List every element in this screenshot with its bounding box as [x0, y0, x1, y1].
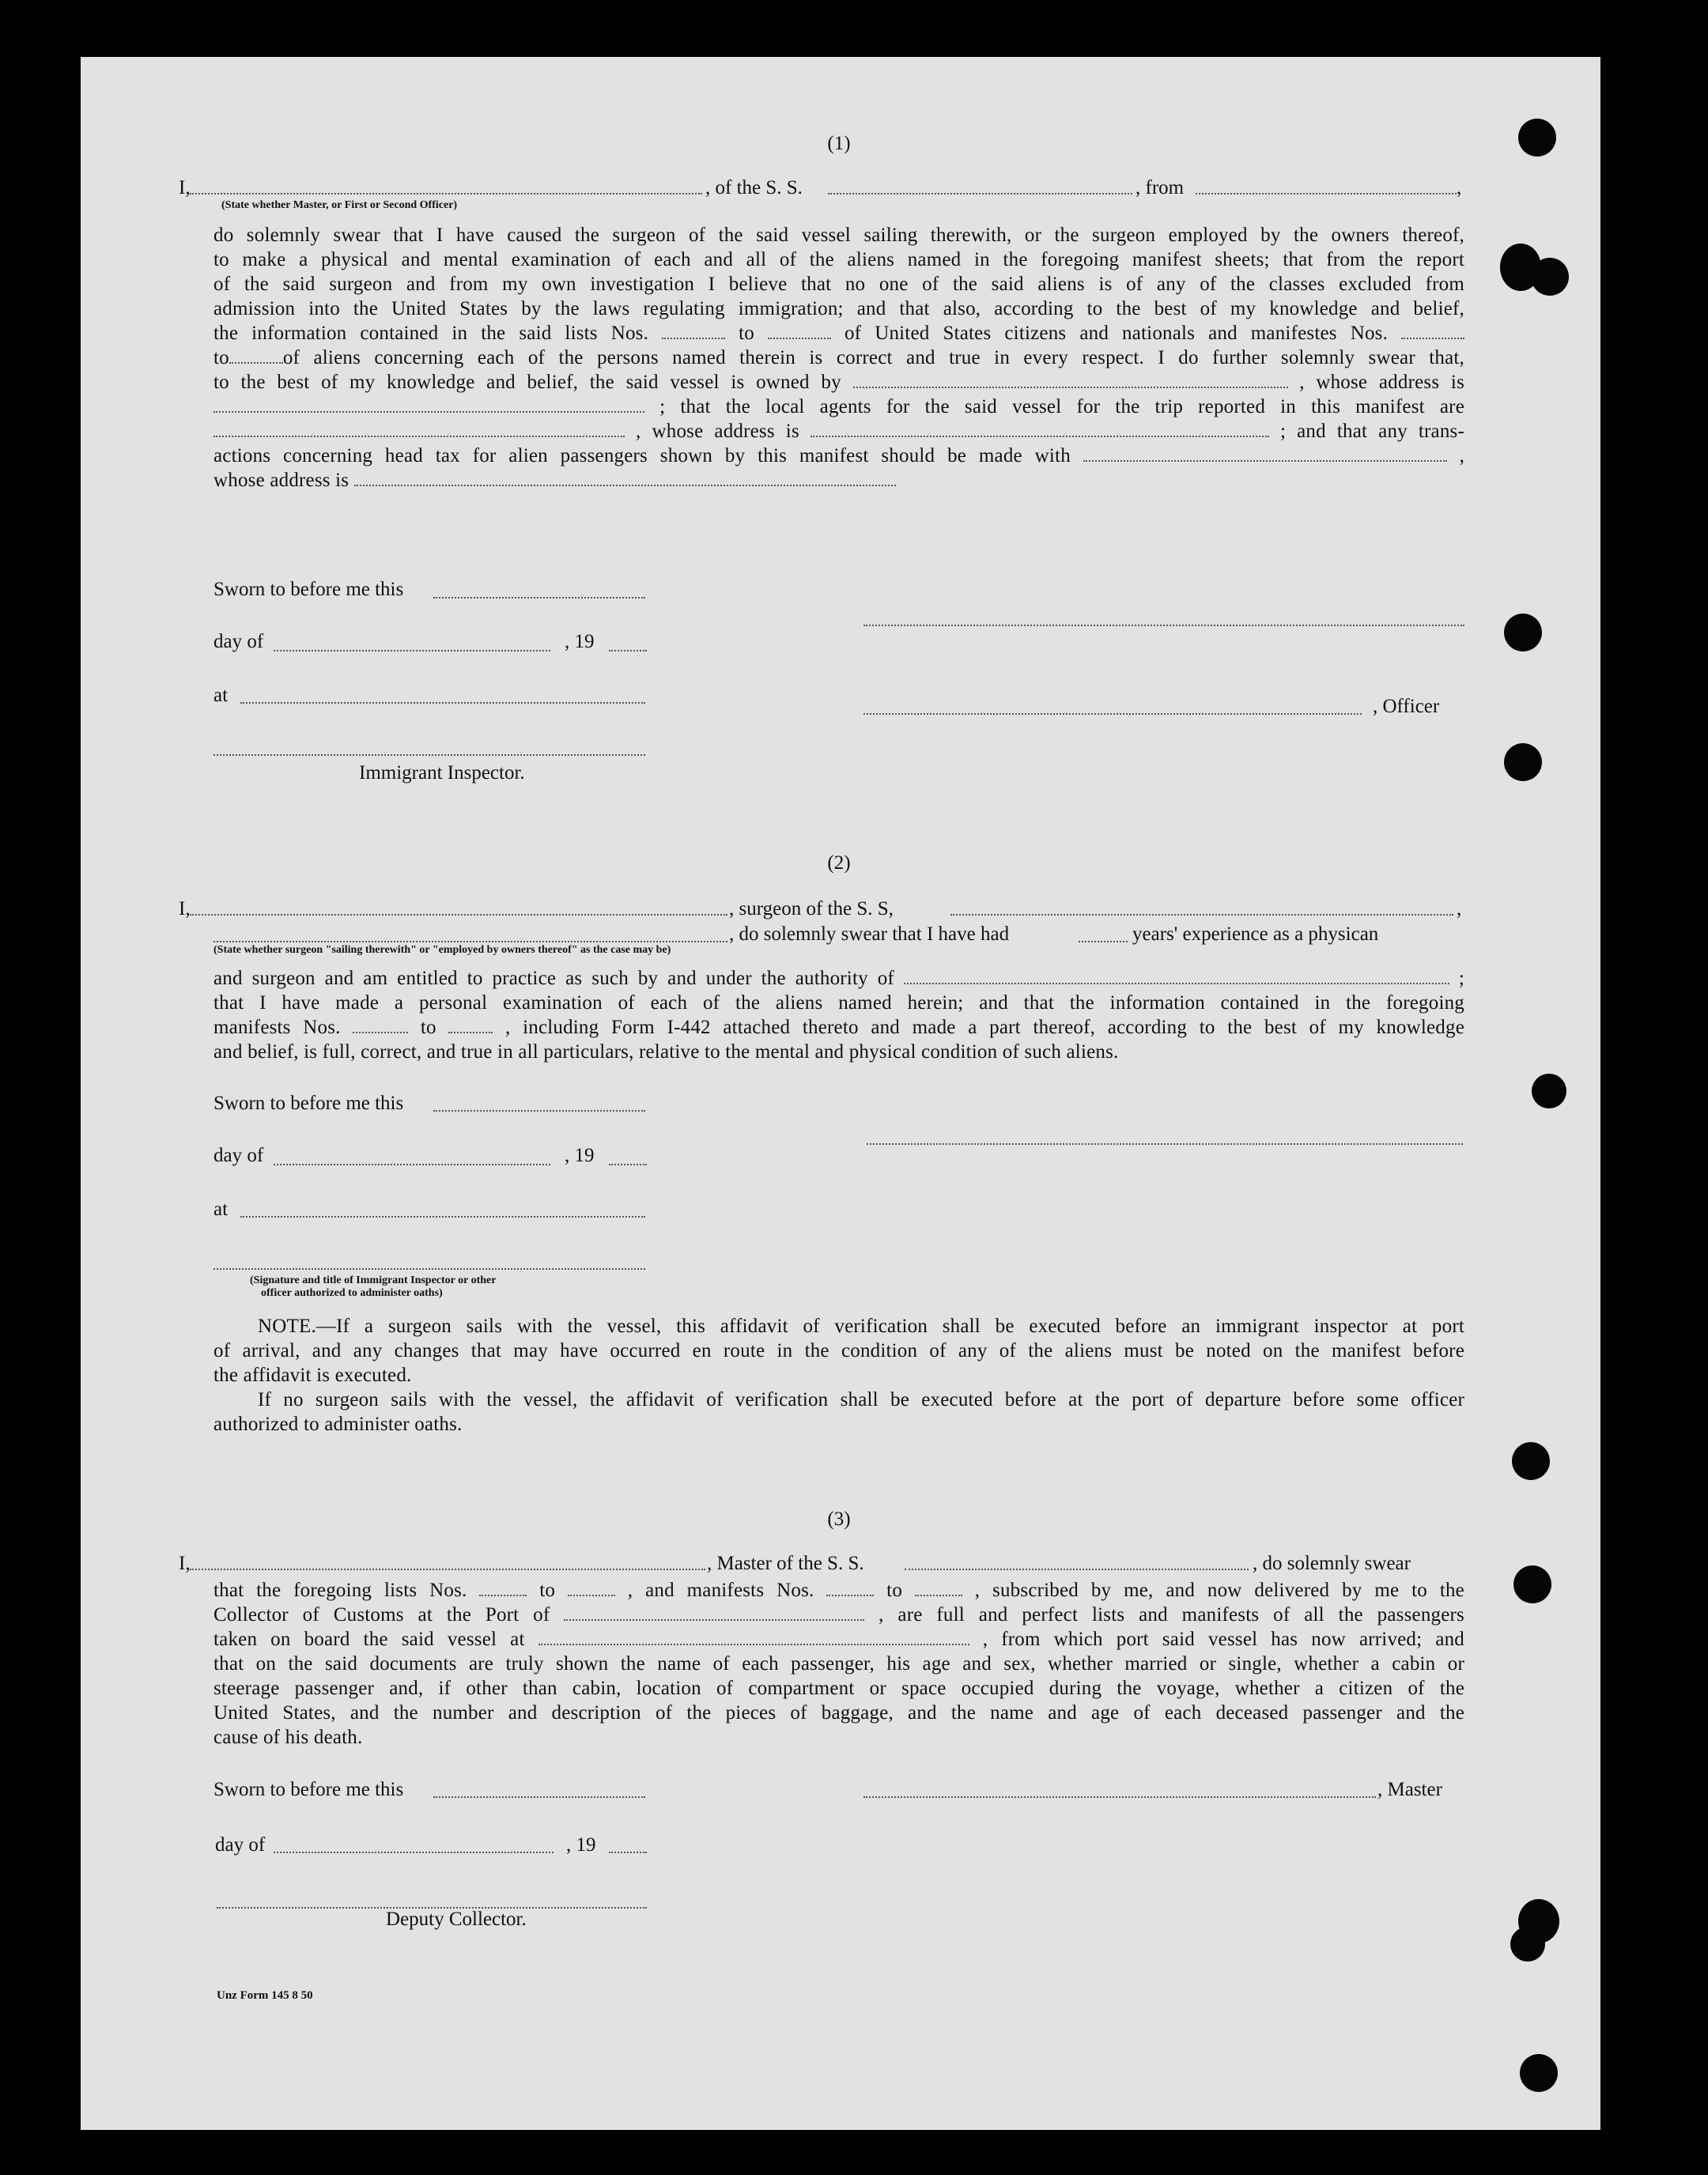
punch-hole [1512, 1442, 1550, 1480]
s1-line10-b: of aliens concerning each of the persons named therein is correct and true in every respect. I do further solemnly swear that, [282, 347, 1464, 368]
s1-officer-label: , Officer [1373, 696, 1440, 717]
s2-note-paragraph [214, 1314, 1464, 1437]
s1-inspector-signature-field[interactable] [214, 754, 645, 756]
s2-surgeon-signature-field[interactable] [867, 1143, 1463, 1145]
s1-line13-a: , whose address is [636, 421, 799, 442]
punch-hole [1504, 743, 1542, 781]
s1-line9-a: the information contained in the said lists Nos. [214, 323, 649, 344]
punch-hole [1520, 2054, 1558, 2092]
s3-line2-d: to [886, 1580, 903, 1601]
s1-line9-c: of United States citizens and nationals and manifestes Nos. [844, 323, 1389, 344]
s1-sworn-date-field[interactable] [433, 597, 645, 599]
authority-field[interactable] [904, 969, 1449, 984]
note-line: If no surgeon sails with the vessel, the affidavit of verification shall be executed before at the port of departure before some officer [258, 1389, 1464, 1410]
s1-line: admission into the United States by the laws regulating immigration; and that also, according to the best of my knowledge and belief, [214, 298, 1464, 319]
s1-line: of the said surgeon and from my own investigation I believe that no one of the said aliens is of any of the classes excluded from [214, 274, 1464, 295]
officer-rank-note: (State whether Master, or First or Second Officer) [221, 199, 458, 211]
s1-year-field[interactable] [609, 650, 647, 651]
s1-line9-b: to [739, 323, 754, 344]
agents-address-field[interactable] [811, 421, 1269, 437]
punch-hole [1531, 258, 1569, 296]
s1-line [214, 444, 1464, 468]
note-line: NOTE.—If a surgeon sails with the vessel, this affidavit of verification shall be executed before an immigrant inspector at port [258, 1316, 1464, 1337]
s3-dayof-label: day of [215, 1834, 266, 1856]
s1-sworn-label: Sworn to before me this [214, 579, 404, 600]
s1-officer-title-field[interactable] [863, 713, 1362, 715]
s1-i-label: I, [179, 177, 191, 198]
s3-master-title-label: , Master [1377, 1779, 1442, 1800]
s2-line3: and surgeon and am entitled to practice as such by and under the authority of [214, 968, 894, 989]
s3-line [214, 1627, 1464, 1652]
s3-line: United States, and the number and description of the pieces of baggage, and the name and age of each deceased passenger and the [214, 1702, 1464, 1724]
s1-line [214, 468, 1464, 493]
s2-line5-c: , including Form I-442 attached thereto and made a part thereof, according to the best of my knowledge [505, 1017, 1465, 1038]
s3-line2-c: , and manifests Nos. [627, 1580, 814, 1601]
s2-line5-a: manifests Nos. [214, 1017, 341, 1038]
form-number: Unz Form 145 8 50 [217, 1989, 313, 2002]
s2-inspector-signature-field[interactable] [214, 1268, 645, 1270]
head-tax-contact-field[interactable] [1083, 446, 1447, 462]
s2-manifest-from-field[interactable] [353, 1018, 408, 1033]
years-experience-field[interactable] [1079, 941, 1128, 942]
surgeon-status-field[interactable] [214, 941, 727, 942]
s2-manifest-to-field[interactable] [448, 1018, 493, 1033]
s3-paragraph [214, 1578, 1464, 1750]
s3-line2-b: to [539, 1580, 556, 1601]
s3-line3-a: Collector of Customs at the Port of [214, 1604, 550, 1626]
s3-day-field[interactable] [274, 1852, 554, 1853]
s3-deputy-label: Deputy Collector. [386, 1909, 527, 1930]
s3-list-to-field[interactable] [568, 1580, 615, 1596]
s1-line11-b: , whose address is [1299, 372, 1464, 393]
from-port-field[interactable] [1196, 193, 1457, 194]
s1-of-ss-label: , of the S. S. [705, 177, 803, 198]
note-line: the affidavit is executed. [214, 1365, 412, 1386]
s1-line [214, 346, 1464, 370]
s1-day-field[interactable] [274, 650, 550, 651]
local-agents-field[interactable] [214, 421, 625, 437]
section-1-number: (1) [827, 133, 851, 154]
s2-place-field[interactable] [240, 1216, 645, 1218]
s3-line: that on the said documents are truly shown the name of each passenger, his age and sex, whether married or single, whether a cabin or [214, 1653, 1464, 1675]
s3-line2-a: that the foregoing lists Nos. [214, 1580, 467, 1601]
s3-line [214, 1603, 1464, 1627]
head-tax-address-field[interactable] [354, 470, 896, 486]
s2-sworn-date-field[interactable] [433, 1110, 645, 1112]
s2-comma: , [1457, 898, 1462, 919]
s2-vessel-field[interactable] [950, 914, 1453, 916]
s2-signature-note-1: (Signature and title of Immigrant Inspector or other [250, 1274, 497, 1286]
s1-comma: , [1457, 177, 1462, 198]
s1-line10-a: to [214, 347, 229, 368]
s2-sworn-label: Sworn to before me this [214, 1093, 404, 1114]
s1-line12: ; that the local agents for the said vessel for the trip reported in this manifest are [659, 396, 1464, 417]
punch-hole [1513, 1565, 1551, 1603]
s2-line2-a: , do solemnly swear that I have had [729, 923, 1010, 945]
s2-day-field[interactable] [274, 1164, 550, 1165]
master-name-field[interactable] [190, 1569, 705, 1570]
s1-line [214, 370, 1464, 395]
officer-name-field[interactable] [190, 193, 702, 194]
s2-line [214, 966, 1464, 991]
customs-port-field[interactable] [564, 1605, 864, 1621]
note-line: authorized to administer oaths. [214, 1414, 463, 1435]
s3-vessel-field[interactable] [905, 1569, 1249, 1570]
s3-list-from-field[interactable] [479, 1580, 527, 1596]
s1-dayof-label: day of [214, 631, 264, 652]
s3-line: steerage passenger and, if other than cabin, location of compartment or space occupied during the voyage, whether a citizen of the [214, 1678, 1464, 1699]
s2-year-label: , 19 [565, 1145, 595, 1166]
s3-line4-b: , from which port said vessel has now arrived; and [982, 1629, 1465, 1650]
s2-paragraph [214, 966, 1464, 1064]
owner-field[interactable] [853, 372, 1288, 388]
s2-year-field[interactable] [609, 1164, 647, 1165]
s3-master-signature-field[interactable] [863, 1796, 1376, 1798]
embarkation-port-field[interactable] [538, 1629, 969, 1645]
s1-line11-a: to the best of my knowledge and belief, the said vessel is owned by [214, 372, 841, 393]
s1-line13-b: ; and that any trans- [1279, 421, 1465, 442]
s3-i-label: I, [179, 1553, 191, 1574]
s3-manifest-from-field[interactable] [826, 1580, 874, 1596]
list-from-field[interactable] [662, 323, 725, 339]
s1-line14: actions concerning head tax for alien passengers shown by this manifest should be made with [214, 445, 1071, 466]
s3-year-field[interactable] [609, 1852, 647, 1853]
s1-paragraph [214, 223, 1464, 493]
s2-i-label: I, [179, 898, 191, 919]
s2-signature-note-2: officer authorized to administer oaths) [261, 1287, 443, 1299]
s3-year-label: , 19 [566, 1834, 596, 1856]
s3-line4-a: taken on board the said vessel at [214, 1629, 525, 1650]
punch-hole [1504, 614, 1542, 651]
s3-line: cause of his death. [214, 1727, 363, 1748]
section-2-number: (2) [827, 852, 851, 874]
s1-line [214, 321, 1464, 346]
s3-master-label: , Master of the S. S. [707, 1553, 864, 1574]
punch-hole [1518, 119, 1556, 157]
note-line: of arrival, and any changes that may have occurred en route in the condition of any of the aliens must be noted on the manifest before [214, 1340, 1464, 1361]
s3-line2-e: , subscribed by me, and now delivered by me to the [974, 1580, 1464, 1601]
manifest-to-field[interactable] [229, 348, 283, 364]
s2-surgeon-label: , surgeon of the S. S, [729, 898, 894, 919]
manifest-from-field[interactable] [1401, 323, 1464, 339]
s1-year-label: , 19 [565, 631, 595, 652]
s1-officer-signature-field[interactable] [863, 625, 1464, 626]
s2-line: and belief, is full, correct, and true in all particulars, relative to the mental and physical condition of such aliens. [214, 1041, 1119, 1063]
s3-sworn-date-field[interactable] [433, 1796, 645, 1798]
list-to-field[interactable] [768, 323, 831, 339]
s2-line: that I have made a personal examination of each of the aliens named herein; and that the information contained in the foregoing [214, 992, 1464, 1014]
s1-place-field[interactable] [240, 702, 645, 704]
s1-line14-end: , [1459, 445, 1465, 466]
surgeon-status-note: (State whether surgeon "sailing therewith" or "employed by owners thereof" as the case may be) [214, 944, 671, 956]
s1-line [214, 395, 1464, 419]
s2-line [214, 1015, 1464, 1040]
s3-sworn-label: Sworn to before me this [214, 1779, 404, 1800]
form-page [81, 57, 1600, 2130]
vessel-name-field[interactable] [828, 193, 1132, 194]
s3-swear-label: , do solemnly swear [1253, 1553, 1411, 1574]
s2-dayof-label: day of [214, 1145, 264, 1166]
s3-line [214, 1578, 1464, 1603]
s2-line3-end: ; [1458, 968, 1464, 989]
s1-line15: whose address is [214, 470, 350, 491]
s1-line [214, 419, 1464, 444]
punch-hole [1510, 1927, 1545, 1962]
s1-inspector-label: Immigrant Inspector. [359, 762, 525, 784]
s1-from-label: , from [1136, 177, 1185, 198]
s3-line3-b: , are full and perfect lists and manifests of all the passengers [879, 1604, 1464, 1626]
surgeon-name-field[interactable] [190, 914, 727, 916]
s3-manifest-to-field[interactable] [915, 1580, 962, 1596]
s2-line2-b: years' experience as a physican [1132, 923, 1379, 945]
s2-line5-b: to [420, 1017, 436, 1038]
owner-address-field[interactable] [214, 397, 644, 413]
s1-line: to make a physical and mental examination of each and all of the aliens named in the foregoing manifest sheets; that from the report [214, 249, 1464, 270]
s1-line: do solemnly swear that I have caused the surgeon of the said vessel sailing therewith, or the surgeon employed by the owners thereof, [214, 225, 1464, 246]
punch-hole [1532, 1074, 1566, 1108]
section-3-number: (3) [827, 1509, 851, 1530]
s1-at-label: at [214, 685, 229, 706]
s2-at-label: at [214, 1199, 229, 1220]
